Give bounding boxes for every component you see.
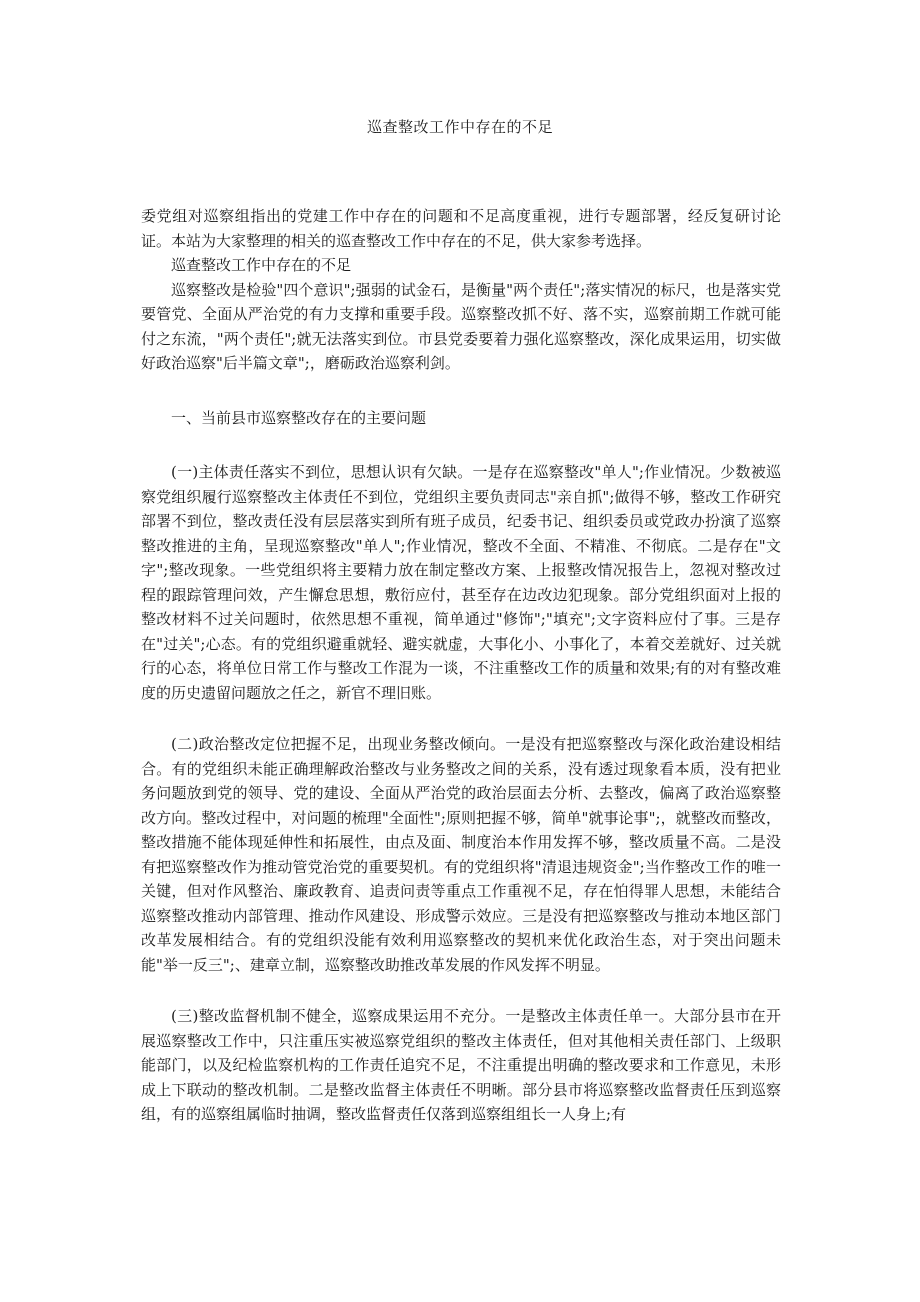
intro-paragraph: 委党组对巡察组指出的党建工作中存在的问题和不足高度重视，进行专题部署，经反复研讨论证。本站为大家整理的相关的巡查整改工作中存在的不足，供大家参考选择。 bbox=[141, 207, 781, 250]
section-1-paragraph: (一)主体责任落实不到位，思想认识有欠缺。一是存在巡察整改"单人";作业情况。少数被巡察党组织履行巡察整改主体责任不到位，党组织主要负责同志"亲自抓";做得不够，整改工作研究部署不到位，整改责任没有层层落实到所有班子成员，纪委书记、组织委员或党政办扮演了巡察整改推进的主角，呈现巡察整改"单人";作业情况，整改不全面、不精准、不彻底。二是存在"文字";整改现象。一些党组织将主要精力放在制定整改方案、上报整改情况报告上，忽视对整改过程的跟踪管理问效，产生懈怠思想，敷衍应付，甚至存在边改边犯现象。部分党组织面对上报的整改材料不过关问题时，依然思想不重视，简单通过"修饰";"填充";文字资料应付了事。三是存在"过关";心态。有的党组织避重就轻、避实就虚，大事化小、小事化了，本着交差就好、过关就行的心态，将单位日常工作与整改工作混为一谈，不注重整改工作的质量和效果;有的对有整改难度的历史遗留问题放之任之，新官不理旧账。 bbox=[141, 463, 781, 702]
document-body bbox=[141, 204, 781, 1127]
section-3-paragraph: (三)整改监督机制不健全，巡察成果运用不充分。一是整改主体责任单一。大部分县市在开展巡察整改工作中，只注重压实被巡察党组织的整改主体责任，但对其他相关责任部门、上级职能部门，以及纪检监察机构的工作责任追究不足，不注重提出明确的整改要求和工作意见，未形成上下联动的整改机制。二是整改监督主体责任不明晰。部分县市将巡察整改监督责任压到巡察组，有的巡察组属临时抽调，整改监督责任仅落到巡察组组长一人身上;有 bbox=[141, 1007, 781, 1123]
lead-paragraph: 巡察整改是检验"四个意识";强弱的试金石，是衡量"两个责任";落实情况的标尺，也是落实党要管党、全面从严治党的有力支撑和重要手段。巡察整改抓不好、落不实，巡察前期工作就可能付之东流，"两个责任";就无法落实到位。市县党委要着力强化巡察整改，深化成果运用，切实做好政治巡察"后半篇文章";，磨砺政治巡察利剑。 bbox=[141, 280, 781, 372]
section-2-paragraph: (二)政治整改定位把握不足，出现业务整改倾向。一是没有把巡察整改与深化政治建设相结合。有的党组织未能正确理解政治整改与业务整改之间的关系，没有透过现象看本质，没有把业务问题放到党的领导、党的建设、全面从严治党的政治层面去分析、去整改，偏离了政治巡察整改方向。整改过程中，对问题的梳理"全面性";原则把握不够，简单"就事论事";，就整改而整改，整改措施不能体现延伸性和拓展性，由点及面、制度治本作用发挥不够，整改质量不高。二是没有把巡察整改作为推动管党治党的重要契机。有的党组织将"清退违规资金";当作整改工作的唯一关键，但对作风整治、廉政教育、追责问责等重点工作重视不足，存在怕得罪人思想，未能结合巡察整改推动内部管理、推动作风建设、形成警示效应。三是没有把巡察整改与推动本地区部门改革发展相结合。有的党组织没能有效利用巡察整改的契机来优化政治生态，对于突出问题未能"举一反三";、建章立制，巡察整改助推改革发展的作风发挥不明显。 bbox=[141, 735, 781, 974]
section-heading: 一、当前县市巡察整改存在的主要问题 bbox=[171, 408, 427, 427]
subtitle: 巡查整改工作中存在的不足 bbox=[171, 256, 352, 274]
document-title: 巡查整改工作中存在的不足 bbox=[366, 118, 553, 136]
